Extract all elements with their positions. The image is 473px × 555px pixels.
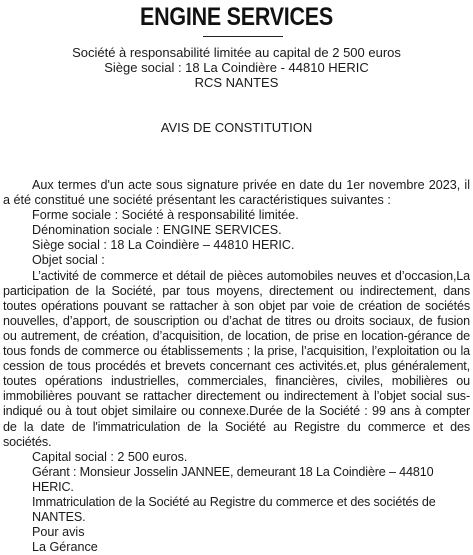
notice-title: AVIS DE CONSTITUTION	[160, 120, 313, 135]
gerant: Gérant : Monsieur Josselin JANNEE, demeurant 18 La Coindière – 44810 HERIC.	[32, 464, 434, 494]
capital-social: Capital social : 2 500 euros.	[32, 449, 188, 464]
objet-social-label: Objet social :	[32, 253, 105, 268]
notice-body	[3, 178, 470, 555]
company-legal-form-line: Société à responsabilité limitée au capital de 2 500 euros	[72, 45, 401, 60]
immatriculation: Immatriculation de la Société au Registre du commerce et des sociétés de NANTES.	[32, 494, 436, 525]
objet-social-paragraph: L’activité de commerce et détail de pièces automobiles neuves et d’occasion,La participation de la Société, par tous moyens, directement ou indirectement, dans toutes opérations pouvant se rattacher à son objet par voie de création de sociétés nouvelles, d’apport, de souscription ou d’achat de titres ou droits sociaux, de fusion ou autrement, de création, d’acquisition, de location, de prise en location-gérance de tous fonds de commerce ou établissements ; la prise, l’acquisition, l’exploitation ou la cession de tous procédés et brevets concernant ces activités.et, plus généralement, toutes opérations industrielles, commerciales, financières, civiles, mobilières ou immobilières pouvant se rattacher directement ou indirectement à l’objet social sus-indiqué ou à tout objet similaire ou connexe.Durée de la Société : 99 ans à compter de la date de l'immatriculation de la Société au Registre du commerce et des sociétés.	[3, 268, 470, 449]
company-name-title: ENGINE SERVICES	[140, 3, 333, 31]
pour-avis: Pour avis	[32, 525, 85, 540]
title-underline	[203, 36, 283, 37]
rcs-line: RCS NANTES	[194, 75, 279, 90]
siege-social: Siège social : 18 La Coindière – 44810 HERIC.	[32, 238, 295, 253]
registered-office-line: Siège social : 18 La Coindière - 44810 HERIC	[104, 60, 369, 75]
intro-paragraph: Aux termes d'un acte sous signature privée en date du 1er novembre 2023, il a été constitué une société présentant les caractéristiques suivantes :	[3, 178, 470, 208]
forme-sociale: Forme sociale : Société à responsabilité limitée.	[32, 208, 299, 223]
signature: La Gérance	[32, 540, 98, 555]
denomination-sociale: Dénomination sociale : ENGINE SERVICES.	[32, 223, 282, 238]
